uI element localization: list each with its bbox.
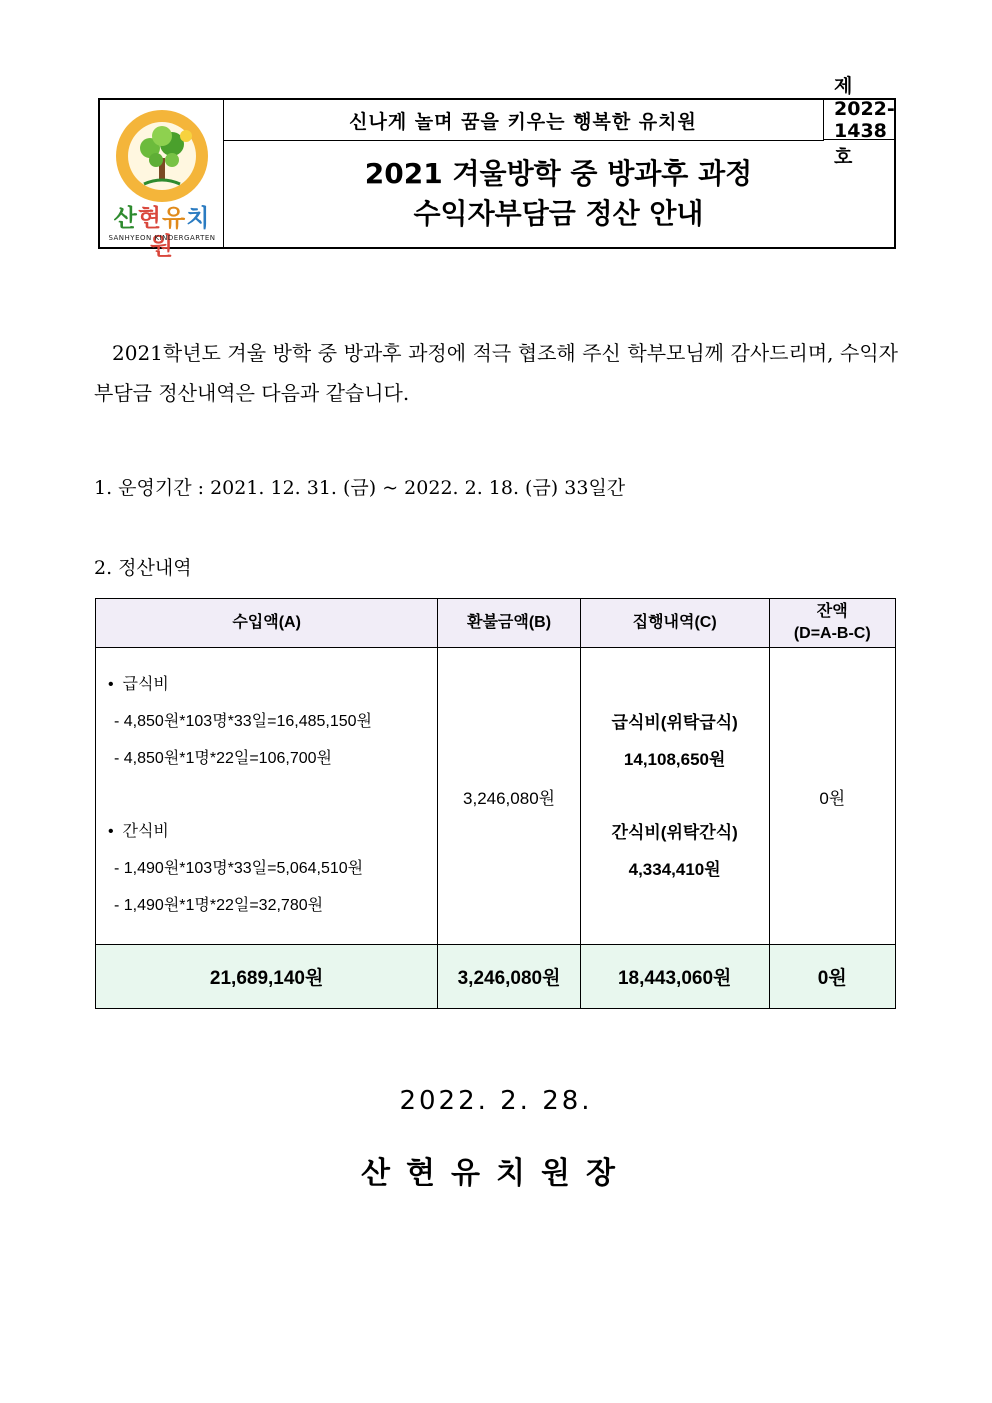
header-balance-line2: (D=A-B-C) [793, 625, 871, 642]
document-title [223, 141, 894, 247]
title-line-2: 수익자부담금 정산 안내 [413, 197, 704, 230]
signer: 산현유치원장 [361, 1156, 631, 1191]
intro-paragraph [94, 333, 898, 413]
motto: 신나게 놀며 꿈을 키우는 행복한 유치원 [223, 100, 824, 141]
issue-date: 2022. 2. 28. [399, 1086, 593, 1116]
operation-period: 1. 운영기간 : 2021. 12. 31. (금) ~ 2022. 2. 18. (금) 33일간 [94, 477, 626, 499]
logo-name: 산현유치원 [113, 204, 211, 260]
snack-execution-label: 간식비(위탁간식) [611, 823, 738, 842]
meal-execution-amount: 14,108,650원 [623, 750, 726, 769]
list-item: - 4,850원*1명*22일=106,700원 [114, 750, 332, 767]
title-line-1: 2021 겨울방학 중 방과후 과정 [364, 157, 753, 190]
kindergarten-logo-icon [114, 108, 210, 204]
total-income: 21,689,140원 [96, 945, 438, 1009]
snack-execution-amount: 4,334,410원 [628, 860, 721, 879]
settlement-table [95, 598, 896, 1009]
logo-cell [100, 100, 224, 260]
header-balance-line1: 잔액 [816, 603, 848, 620]
list-item: - 1,490원*103명*33일=5,064,510원 [114, 860, 364, 877]
total-execution: 18,443,060원 [580, 945, 769, 1009]
document-header [98, 74, 896, 260]
table-row [96, 648, 896, 945]
document-number: 제2022-1438호 [824, 100, 894, 140]
total-refund: 3,246,080원 [438, 945, 581, 1009]
logo-subtext: SANHYEON KINDERGARTEN [108, 234, 216, 242]
list-item: - 4,850원*103명*33일=16,485,150원 [114, 713, 373, 730]
meal-execution-label: 급식비(위탁급식) [611, 713, 738, 732]
table-total-row [96, 945, 896, 1009]
table-header-row [96, 599, 896, 648]
list-item: - 1,490원*1명*22일=32,780원 [114, 897, 324, 914]
total-balance: 0원 [769, 945, 895, 1009]
balance-cell: 0원 [769, 648, 895, 945]
header-refund: 환불금액(B) [438, 599, 581, 648]
list-item: • 간식비 [108, 823, 169, 840]
header-balance [769, 599, 895, 648]
income-detail-cell [96, 648, 438, 945]
refund-cell: 3,246,080원 [438, 648, 581, 945]
execution-cell [580, 648, 769, 945]
intro-text: 2021학년도 겨울 방학 중 방과후 과정에 적극 협조해 주신 학부모님께 감사드리며, 수익자부담금 정산내역은 다음과 같습니다. [94, 341, 898, 405]
header-income: 수입액(A) [96, 599, 438, 648]
list-item: • 급식비 [108, 676, 169, 693]
header-execution: 집행내역(C) [580, 599, 769, 648]
settlement-section-title: 2. 정산내역 [94, 557, 192, 579]
